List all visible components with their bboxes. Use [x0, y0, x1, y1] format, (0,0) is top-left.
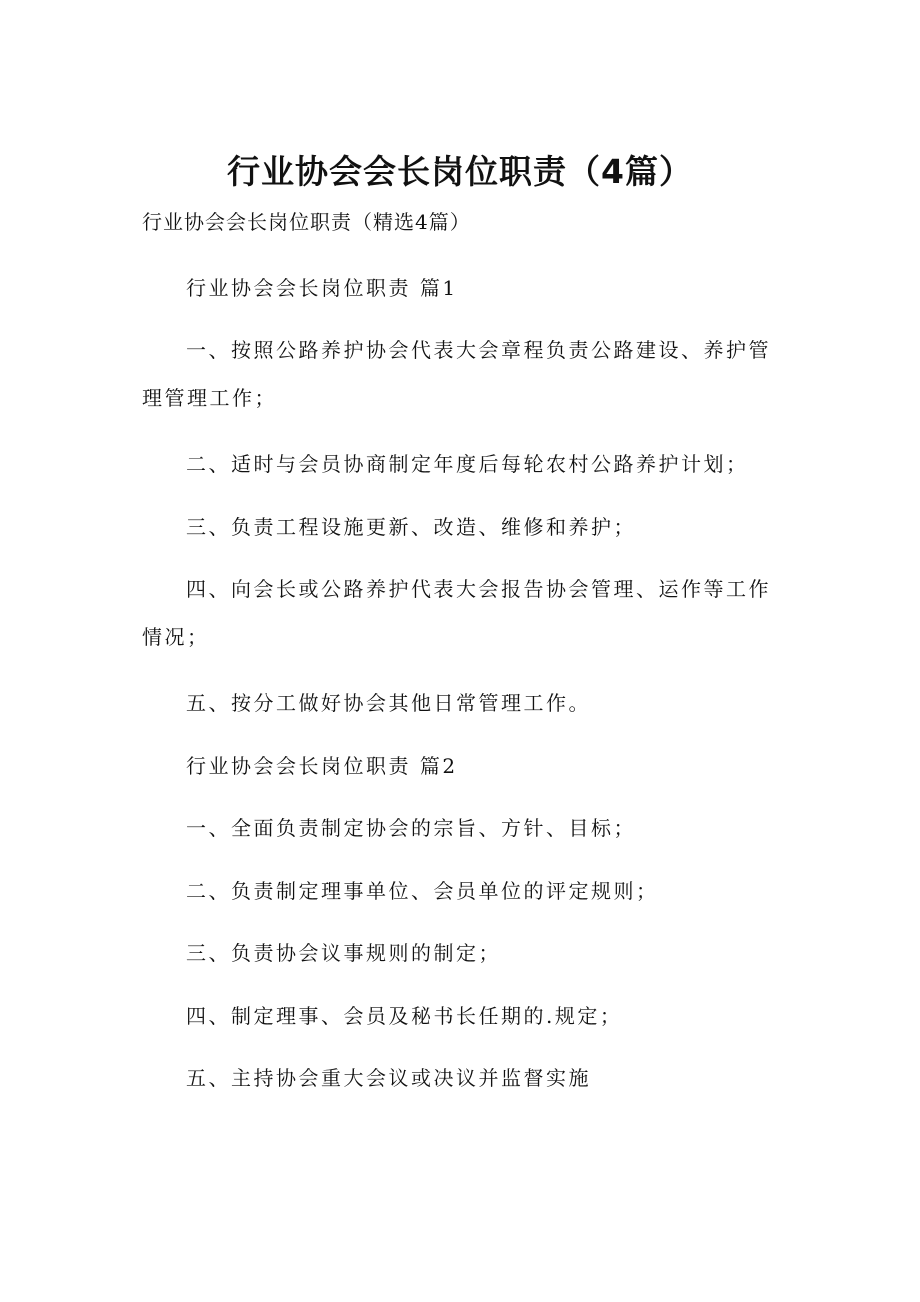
- duty-item: 二、负责制定理事单位、会员单位的评定规则；: [186, 879, 659, 903]
- section-heading-2: 行业协会会长岗位职责 篇2: [186, 754, 458, 778]
- duty-item: 四、向会长或公路养护代表大会报告协会管理、运作等工作情况；: [142, 577, 771, 649]
- duty-item: 一、按照公路养护协会代表大会章程负责公路建设、养护管理管理工作；: [142, 338, 771, 410]
- document-title: 行业协会会长岗位职责（4篇）: [227, 152, 693, 191]
- duty-item: 一、全面负责制定协会的宗旨、方针、目标；: [186, 816, 636, 840]
- duty-item: 五、主持协会重大会议或决议并监督实施: [186, 1066, 591, 1090]
- duty-item: 二、适时与会员协商制定年度后每轮农村公路养护计划；: [186, 452, 749, 476]
- duty-item: 四、制定理事、会员及秘书长任期的.规定；: [186, 1004, 623, 1028]
- document-subtitle: 行业协会会长岗位职责（精选4篇）: [142, 210, 471, 234]
- duty-item: 三、负责工程设施更新、改造、维修和养护；: [186, 515, 636, 539]
- section-heading-1: 行业协会会长岗位职责 篇1: [186, 276, 458, 300]
- duty-item: 三、负责协会议事规则的制定；: [186, 941, 501, 965]
- duty-item: 五、按分工做好协会其他日常管理工作。: [186, 691, 591, 715]
